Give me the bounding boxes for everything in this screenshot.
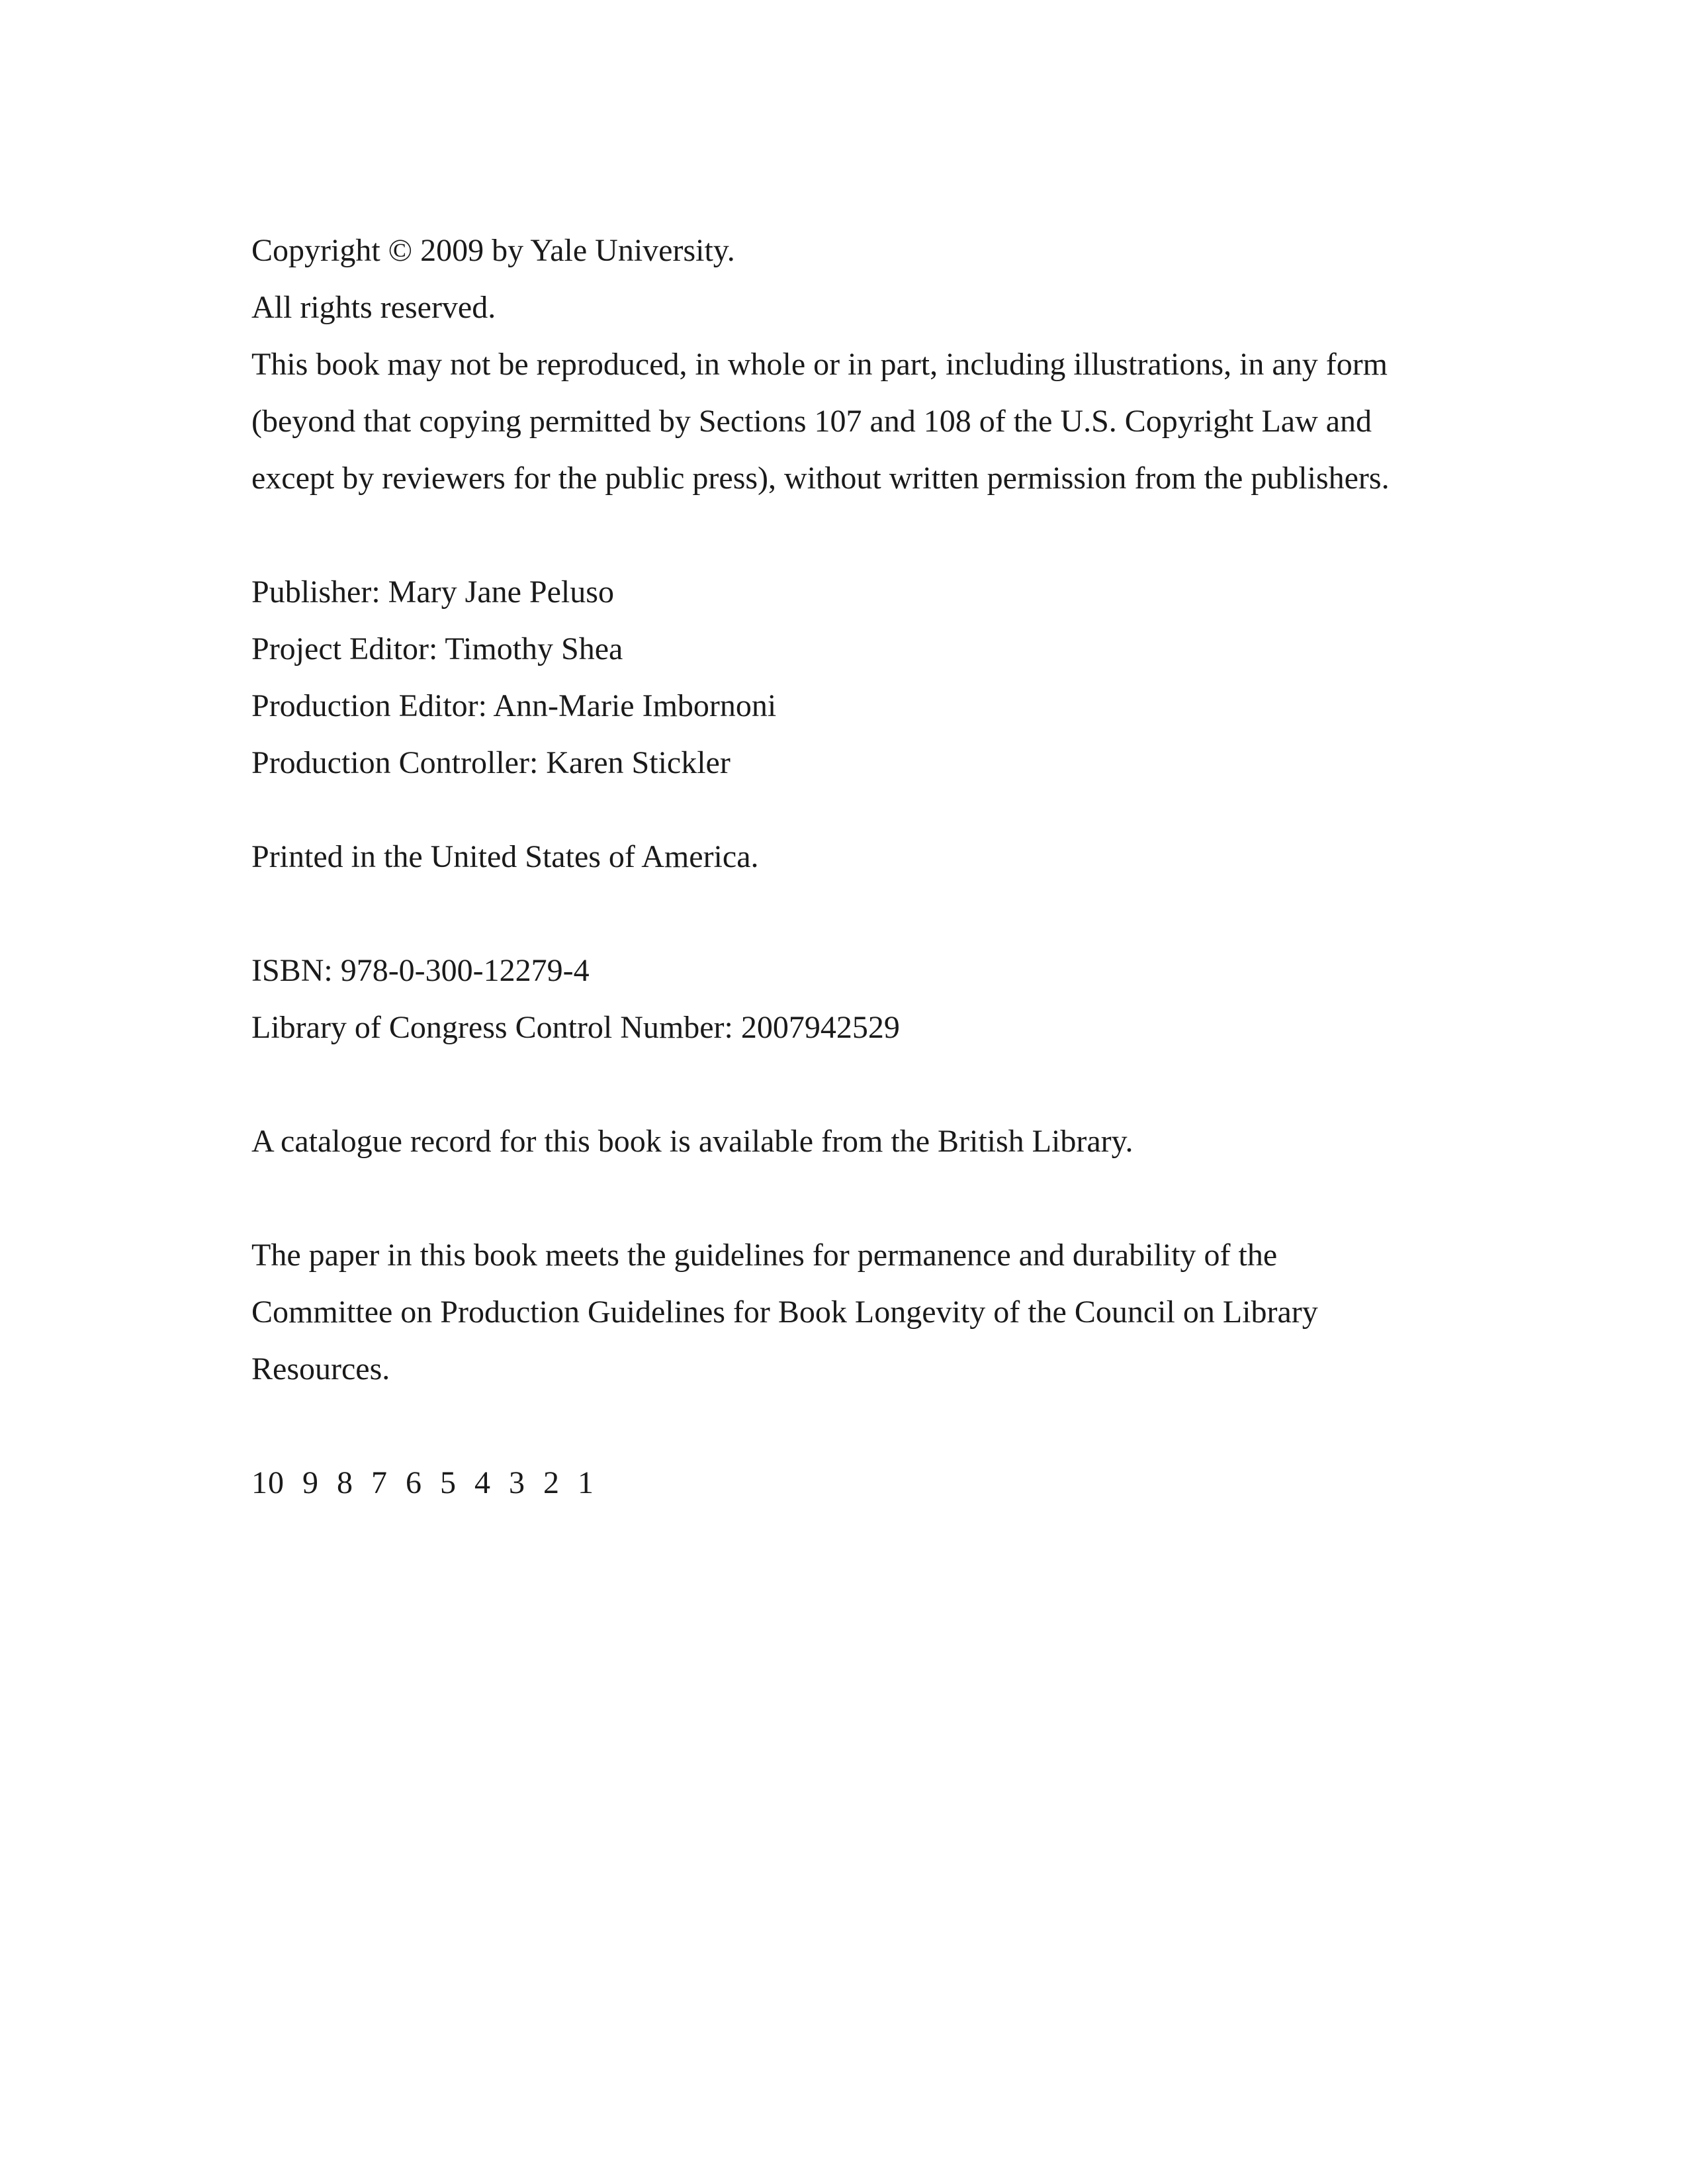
catalogue-record-statement: A catalogue record for this book is available from the British Library.: [251, 1124, 1133, 1159]
copyright-statement: Copyright © 2009 by Yale University.: [251, 233, 735, 268]
printed-statement: Printed in the United States of America.: [251, 839, 759, 874]
rights-reserved: All rights reserved.: [251, 290, 496, 325]
reproduction-notice-line-1: This book may not be reproduced, in whole or in part, including illustrations, in any form: [251, 347, 1388, 382]
reproduction-notice-line-3: except by reviewers for the public press), without written permission from the publishers.: [251, 461, 1390, 496]
page-content: [251, 222, 1548, 1512]
paper-statement-line-3: Resources.: [251, 1351, 390, 1387]
publisher-credit: Publisher: Mary Jane Peluso: [251, 574, 614, 610]
paper-statement-line-1: The paper in this book meets the guidelines for permanence and durability of the: [251, 1238, 1278, 1273]
production-editor-credit: Production Editor: Ann-Marie Imbornoni: [251, 688, 777, 723]
project-editor-credit: Project Editor: Timothy Shea: [251, 631, 623, 666]
production-controller-credit: Production Controller: Karen Stickler: [251, 745, 731, 780]
paper-statement-line-2: Committee on Production Guidelines for Book Longevity of the Council on Library: [251, 1295, 1318, 1330]
isbn: ISBN: 978-0-300-12279-4: [251, 953, 590, 988]
reproduction-notice-line-2: (beyond that copying permitted by Sections 107 and 108 of the U.S. Copyright Law and: [251, 404, 1372, 439]
printing-number-line: 10 9 8 7 6 5 4 3 2 1: [251, 1465, 594, 1500]
lccn: Library of Congress Control Number: 2007942529: [251, 1010, 900, 1045]
